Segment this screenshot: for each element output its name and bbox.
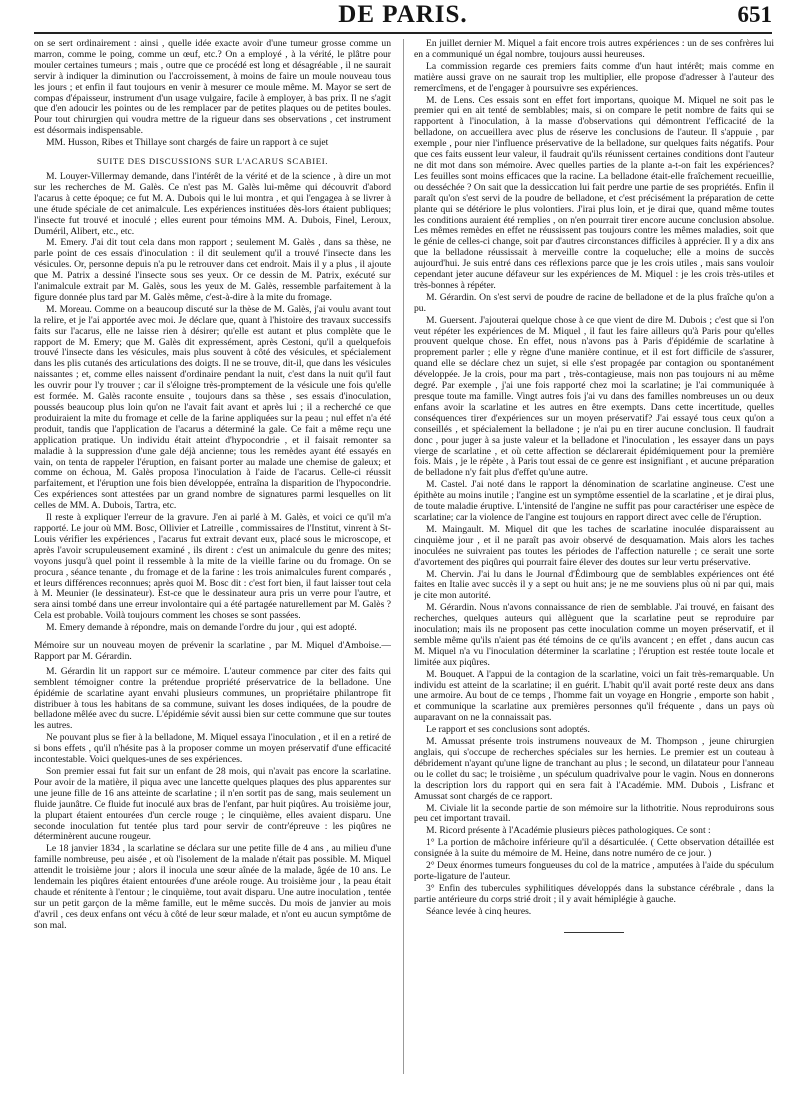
left-column	[34, 39, 391, 1099]
paragraph-mayor-compass: on se sert ordinairement : ainsi , quelle idée exacte avoir d'une tumeur grosse comme un marron, comme le poing, comme un œuf, etc.? On a employé , à la vérité, le plâtre pour mouler certaines tumeurs ; mais , outre que ce procédé est long et désagréable , il ne saurait servir à indiquer la diminution ou l'accroissement, à moins de faire un moule nouveau tous les jours ; et enfin il faut toujours en venir à mesurer ce moule même. M. Mayor se sert de compas d'épaisseur, instrument d'un usage vulgaire, facile à employer, à bas prix. Il ne s'agit que d'en adoucir les pointes ou de les remplacer par de petites plaques ou de petites boules. Pour tout chirurgien qui voudra mettre de la rigueur dans ses observations , cet instrument est désormais indispensable.	[34, 39, 391, 137]
paragraph-de-lens: M. de Lens. Ces essais sont en effet fort importans, quoique M. Miquel ne soit pas le premier qui en ait tenté de semblables; mais, si on compare le petit nombre de faits qui se rapportent à l'inoculation, à la masse d'observations qui démontrent l'efficacité de la belladone, on accueillera avec plus de réserve les conclusions de l'auteur. Il s'appuie , par exemple , pour nier l'influence préservative de la belladone, sur quelques faits négatifs. Pour que ces faits eussent leur valeur, il faudrait qu'ils réunissent certaines conditions dont l'auteur ne dit mot dans son mémoire. Avec quelles parties de la plante a-t-on fait les expériences? Les feuilles sont moins efficaces que la racine. La belladone était-elle fraîchement recueillie, ou desséchée ? On sait que la dessiccation lui fait perdre une partie de ses propriétés. Enfin il paraît qu'on s'est servi de la poudre de belladone, et c'est précisément la préparation de cette plante qui se détériore le plus volontiers. J'irai plus loin, et je dirai que, quand même toutes les conditions auraient été remplies , on n'en pourrait tirer encore aucune conclusion absolue. Les mêmes remèdes en effet ne réussissent pas toujours contre les mêmes maladies, soit que le génie de celles-ci change, soit par d'autres circonstances difficiles à apprécier. Il y a dix ans que la belladone réussissait à merveille contre la coqueluche; elle a moins de succès aujourd'hui. Je suis entré dans ces réflexions parce que je les crois utiles , mais sans vouloir cependant jeter aucune défaveur sur les expériences de M. Miquel : je les crois très-utiles et très-bonnes à répéter.	[414, 94, 774, 291]
page-number: 651	[737, 2, 772, 27]
paragraph-maingault: M. Maingault. M. Miquel dit que les taches de scarlatine inoculée disparaissent au cinquième jour , et il ne paraît pas avoir observé de desquamation. Mais alors les taches inoculées ne suivraient pas toutes les périodes de l'affection naturelle ; ce serait une sorte d'avortement des piqûres qui pourrait faire élever des doutes sur leur vertu préservative.	[414, 523, 774, 568]
paragraph-castel: M. Castel. J'ai noté dans le rapport la dénomination de scarlatine angineuse. C'est une épithète au moins inutile ; l'angine est un symptôme essentiel de la scarlatine , et je dirai plus, de toute maladie éruptive. L'intensité de l'angine ne suffit pas pour caractériser une espèce de scarlatine; car la violence de l'angine est toujours en rapport direct avec celle de l'éruption.	[414, 479, 774, 523]
paragraph-gerardin-poudre: M. Gérardin. On s'est servi de poudre de racine de belladone et de la plus fraîche qu'on a pu.	[414, 291, 774, 314]
paragraph-machoire: 1° La portion de mâchoire inférieure qu'il a désarticulée. ( Cette observation détaillée est consignée à la suite du mémoire de M. Heine, dans notre numéro de ce jour. )	[414, 837, 774, 860]
paragraph-bouquet: M. Bouquet. A l'appui de la contagion de la scarlatine, voici un fait très-remarquable. Un individu est atteint de la scarlatine; il en guérit. L'habit qu'il avait porté reste deux ans dans une armoire. Au bout de ce temps , l'homme fait un voyage en Hongrie , emporte son habit , et communique la scarlatine aux premières personnes qu'il fréquente , dans un pays où auparavant on ne la connaissait pas.	[414, 668, 774, 724]
running-title: DE PARIS.	[338, 1, 468, 28]
paragraph-chervin: M. Chervin. J'ai lu dans le Journal d'Édimbourg que de semblables expériences ont été faites en Italie avec succès il y a sept ou huit ans; je ne me souviens plus où ni par qui, mais je cite mon autorité.	[414, 568, 774, 602]
paragraph-moreau: M. Moreau. Comme on a beaucoup discuté sur la thèse de M. Galès, j'ai voulu avant tout la relire, et je l'ai apportée avec moi. Je déclare que, quant à l'histoire des travaux successifs faits sur l'acarus, elle ne laisse rien à désirer; qu'elle est autant et plus complète que le rapport de M. Emery; que M. Galès dit expressément, après Cestoni, qu'il a quelquefois trouvé l'insecte dans les vésicules, mais plus souvent à côté des vésicules, et spécialement dans les plis cutanés des articulations des doigts. Il ne se trouve, dit-il, que dans les vésicules naissantes ; et, comme elles naissent d'ordinaire pendant la nuit, c'est dans la nuit qu'il faut les ouvrir pour l'y trouver ; car il s'éloigne très-promptement de la vésicule une fois qu'elle est formée. M. Galès raconte ensuite , toujours dans sa thèse , ses essais d'inoculation, poussés beaucoup plus loin qu'on ne l'avait fait avant et après lui ; il a recherché ce que produiraient la mite du fromage et celle de la farine appliquées sur la peau ; nul effet n'a été produit, tandis que l'application de l'acarus a déterminé la gale. Ce fait a même reçu une application pratique. Un individu était atteint d'hypocondrie , et il faisait remonter sa maladie à la suppression d'une gale déjà ancienne; tous les remèdes ayant été essayés en vain, on tenta de rappeler l'éruption, en faisant porter au malade une chemise de galeux; et comme on échoua, M. Galès proposa l'inoculation à l'aide de l'acarus. Celle-ci réussit parfaitement, et l'éruption une fois bien développée, entraîna la disparition de l'hypocondrie. Ces expériences sont attestées par un grand nombre de signatures parmi lesquelles on lit celles de MM. A. Dubois, Tartra, etc.	[34, 303, 391, 512]
paragraph-rapport-adopte: Le rapport et ses conclusions sont adoptés.	[426, 724, 590, 736]
paragraph-emery: M. Emery. J'ai dit tout cela dans mon rapport ; seulement M. Galès , dans sa thèse, ne parle point de ces essais d'inoculation : il dit seulement qu'il a trouvé l'insecte dans les vésicules. Or, personne depuis n'a pu le retrouver dans cet endroit. Mais il y a plus , il ajoute que M. Patrix a dessiné l'insecte sous ses yeux. Or ce dessin de M. Patrix, exécuté sur l'animalcule extrait par M. Galès, sous les yeux de M. Galès, ressemble parfaitement à la figure donnée plus tard par M. Galès même, c'est-à-dire à la mite du fromage.	[34, 237, 391, 303]
paragraph-ricord: M. Ricord présente à l'Académie plusieurs pièces pathologiques. Ce sont :	[426, 825, 711, 837]
paragraph-gravure: Il reste à expliquer l'erreur de la gravure. J'en ai parlé à M. Galès, et voici ce qu'il m'a rapporté. Le jour où MM. Bosc, Ollivier et Latreille , commissaires de l'Institut, vinrent à St-Louis vérifier les expériences , l'acarus fut extrait devant eux, placé sous le microscope, et après l'avoir scrupuleusement examiné , ils dirent : c'est un animalcule du genre des mites; voyons jusqu'à quel point il ressemble à la mite de la vieille farine ou du fromage. On se procura , séance tenante , du fromage et de la farine : les trois animalcules furent comparés , et leurs différences reconnues; après quoi M. Bosc dit : c'est fort bien, il faut laisser tout cela à M. Meunier (le dessinateur). Est-ce que le dessinateur aura pris un verre pour l'autre, et sera ainsi tombé dans une erreur involontaire qui a été partagée naturellement par M. Galès ? Cela est probable. Voilà toujours comment les choses se sont passées.	[34, 512, 391, 622]
paragraph-premier-essai: Son premier essai fut fait sur un enfant de 28 mois, qui n'avait pas encore la scarlatine. Pour avoir de la matière, il piqua avec une lancette quelques plaques des plus apparentes sur une jeune fille de 16 ans atteinte de scarlatine ; il n'en sortit pas de sang, mais seulement un fluide jaunâtre. Ce fluide fut inoculé aux bras de l'enfant, par huit piqûres. Au troisième jour, la plupart étaient entourées d'un cercle rouge ; le cinquième, elles avaient disparu. Une seconde inoculation fut tentée plus tard pour servir de contr'épreuve : les piqûres ne déterminèrent aucune rougeur.	[34, 766, 391, 843]
paragraph-seance-levee: Séance levée à cinq heures.	[426, 905, 532, 917]
paragraph-gerardin-reponse: M. Gérardin. Nous n'avons connaissance de rien de semblable. J'ai trouvé, en faisant des recherches, quelques auteurs qui allèguent que la scarlatine peut se reproduire par inoculation; mais ils ne proposent pas cette inoculation comme un moyen préservatif, et il semble même qu'ils n'aient pas été témoins de ce qu'ils avancent ; en effet , dans aucun cas M. Miquel n'a vu l'inoculation déterminer la scarlatine ; l'éruption est restée toute locale et limitée aux piqûres.	[414, 602, 774, 668]
paragraph-commission-interet: La commission regarde ces premiers faits comme d'un haut intérêt; mais comme en matière aussi grave on ne saurait trop les multiplier, elle propose d'adresser à l'auteur des remercîmens, et de l'engager à poursuivre ses expériences.	[414, 60, 774, 94]
right-column	[414, 39, 774, 1099]
paragraph-juillet: En juillet dernier M. Miquel a fait encore trois autres expériences : un de ses confrères lui en a communiqué un égal nombre, toujours aussi heureuses.	[414, 39, 774, 60]
paragraph-amussat: M. Amussat présente trois instrumens nouveaux de M. Thompson , jeune chirurgien anglais, qui s'occupe de recherches spéciales sur les hernies. Le premier est un couteau à débridement n'ayant qu'une ligne de tranchant au plus ; le second, un dilatateur pour l'anneau ou le collet du sac; le troisième , un spéculum quadrivalve pour le vagin. Nous en donnerons la description lors du rapport qui en sera fait à l'Académie. MM. Dubois , Lisfranc et Amussat sont chargés de ce rapport.	[414, 736, 774, 802]
paragraph-tumeurs: 2° Deux énormes tumeurs fongueuses du col de la matrice , amputées à l'aide du spéculum porte-ligature de l'auteur.	[414, 860, 774, 882]
column-divider	[403, 39, 404, 1074]
end-rule	[564, 932, 624, 933]
page-header	[34, 0, 772, 34]
paragraph-gerardin-rapport: M. Gérardin lit un rapport sur ce mémoire. L'auteur commence par citer des faits qui semblent témoigner contre la prétendue propriété préservatrice de la belladone. Une épidémie de scarlatine ayant envahi plusieurs communes, un propriétaire philantrope fit distribuer à tous les habitans de sa commune, suivant les doses indiquées, de la poudre de belladone mêlée avec du sucre. L'épidémie sévit aussi bien sur cette commune que sur toutes les autres.	[34, 665, 391, 732]
paragraph-commission: MM. Husson, Ribes et Thillaye sont chargés de faire un rapport à ce sujet	[46, 137, 329, 149]
paragraph-tubercules: 3° Enfin des tubercules syphilitiques développés dans la substance cérébrale , dans la partie antérieure du corps strié droit ; il y avait hémiplégie à gauche.	[414, 882, 774, 905]
paragraph-civiale: M. Civiale lit la seconde partie de son mémoire sur la lithotritie. Nous reproduirons sous peu cet important travail.	[414, 802, 774, 825]
section-title-acarus: SUITE DES DISCUSSIONS SUR L'ACARUS SCABIEI.	[96, 156, 329, 167]
paragraph-janvier-1834: Le 18 janvier 1834 , la scarlatine se déclara sur une petite fille de 4 ans , au milieu d'une famille nombreuse, peu aisée , et où l'isolement de la malade n'était pas possible. M. Miquel attendit le troisième jour ; alors il inocula une sœur aînée de la malade, âgée de 10 ans. Le lendemain les piqûres étaient entourées d'une aréole rouge. Au troisième jour , la peau était chaude et rénitente à l'entour ; le cinquième, tout avait disparu. Une autre inoculation , tentée sur un petit garçon de la même famille, eut le même succès. Du mois de janvier au mois d'avril , ces deux enfans ont vécu à côté de leur sœur malade, et n'ont eu aucun symptôme de son mal.	[34, 843, 391, 931]
paragraph-inoculation: Ne pouvant plus se fier à la belladone, M. Miquel essaya l'inoculation , et il en a retiré de si bons effets , qu'il n'hésite pas à la proposer comme un moyen préservatif d'une efficacité incontestable. Voici quelques-unes de ses expériences.	[34, 732, 391, 766]
paragraph-louyer-villermay: M. Louyer-Villermay demande, dans l'intérêt de la vérité et de la science , à dire un mot sur les recherches de M. Galès. Ce n'est pas M. Galès lui-même qui découvrit d'abord l'acarus à cette époque; ce fut M. A. Dubois qui le lui montra , et qui l'engagea à se livrer à une étude spéciale de cet animalcule. Les expériences instituées dès-lors étaient publiques; l'insecte fut trouvé et inoculé ; elles eurent pour témoins MM. A. Dubois, Finel, Leroux, Duméril, Alibert, etc., etc.	[34, 170, 391, 237]
paragraph-ordre-du-jour: M. Emery demande à répondre, mais on demande l'ordre du jour , qui est adopté.	[46, 622, 357, 634]
header-rule	[34, 32, 772, 34]
paragraph-guersent: M. Guersent. J'ajouterai quelque chose à ce que vient de dire M. Dubois ; c'est que si l'on veut répéter les expériences de M. Miquel , il faut les faire ailleurs qu'à Paris pour qu'elles prouvent quelque chose. En effet, nous n'avons pas à Paris d'épidémie de scarlatine à proprement parler ; elle y règne d'une manière continue, et il est fort difficile de s'assurer, quand elle se déclare chez un sujet, si elle s'est propagée par contagion ou spontanément développée. Je la crois, pour ma part , très-contagieuse, mais non pas toujours ni au même degré. Par exemple , j'ai une fois rapporté chez moi la scarlatine; je l'ai communiquée à presque toute ma famille. Vingt autres fois j'ai vu dans des familles nombreuses un ou deux enfans avoir la scarlatine et les autres en être exempts. Dans cette incertitude, quelles conséquences tirer d'expériences sur un moyen préservatif? J'ai essayé tous ceux qu'on a conseillés , et spécialement la belladone ; je n'ai pu en tirer aucune conclusion. Il faudrait donc , pour juger à sa juste valeur et la belladone et l'inoculation , les essayer dans un pays vierge de scarlatine , et où cette affection se déclarerait épidémiquement pour la première fois. Mais , je le répète , à Paris tout essai de ce genre est insignifiant , et aucune préparation de belladone n'y fait plus d'effet qu'une autre.	[414, 314, 774, 479]
memoire-title: Mémoire sur un nouveau moyen de prévenir la scarlatine , par M. Miquel d'Amboise.—Rapport par M. Gérardin.	[34, 640, 391, 662]
